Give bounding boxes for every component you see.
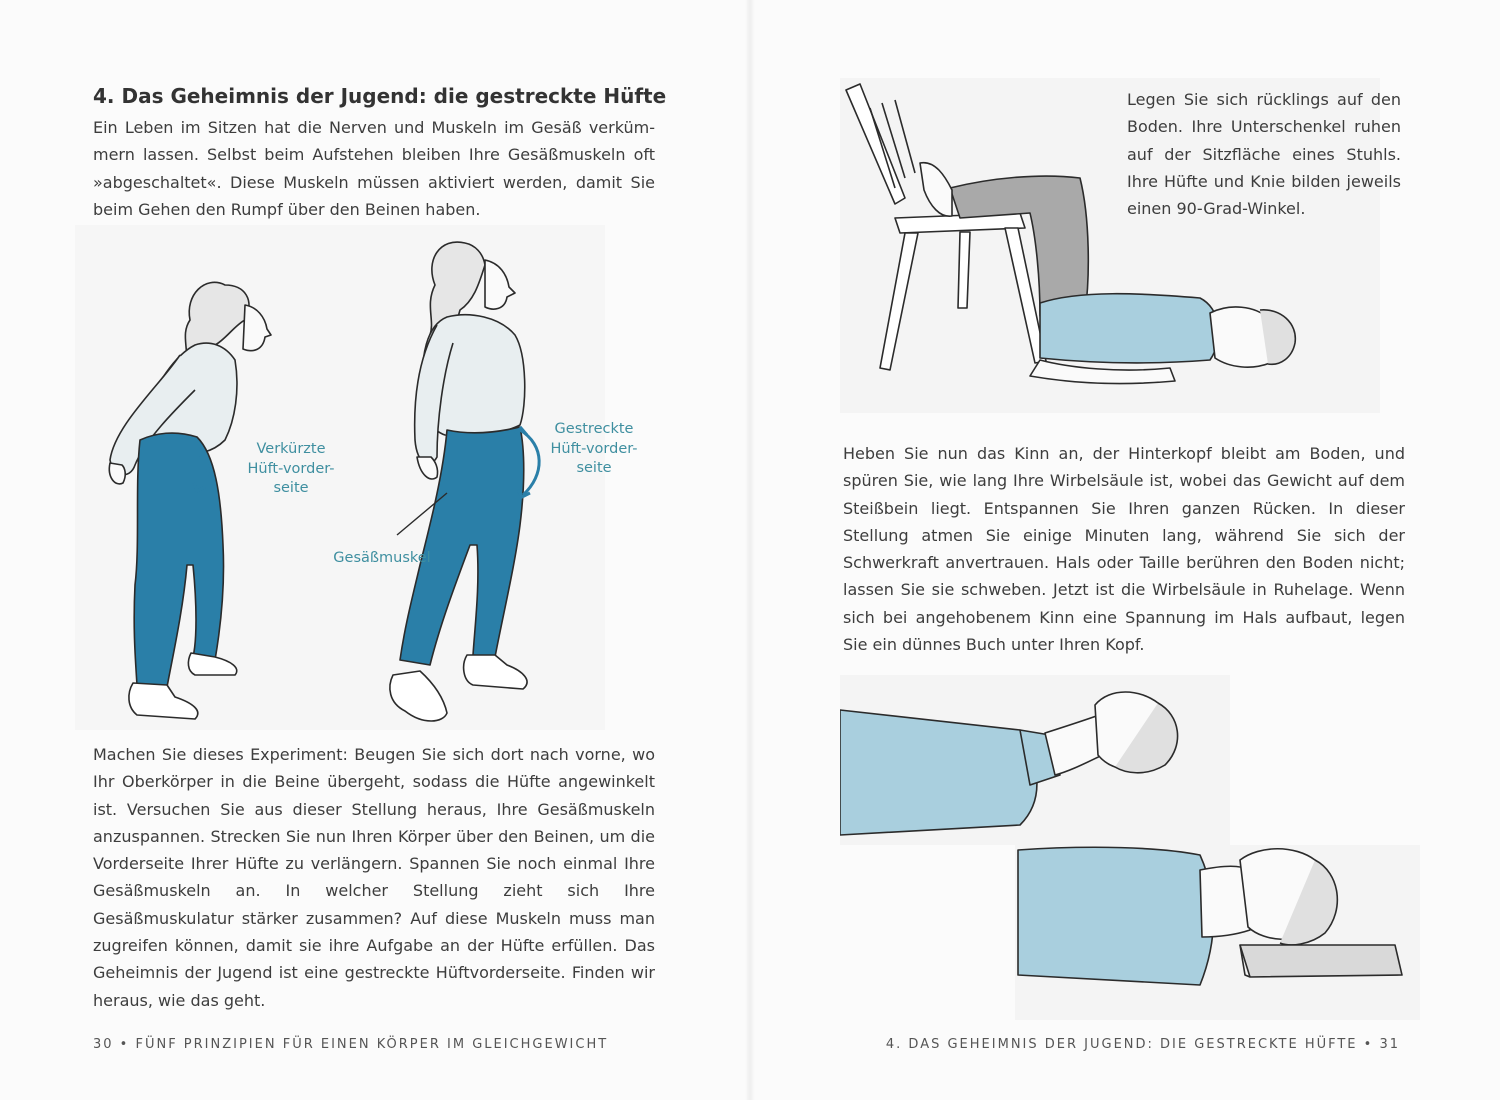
chair-instruction-paragraph: Legen Sie sich rücklings auf den Boden. Ihre Unterschenkel ruhen auf der Sitzfläche eines Stuhls. Ihre Hüfte und Knie bilden jeweils einen 90-Grad-Winkel.: [1127, 90, 1401, 219]
label-shortened-hip: Verkürzte Hüft-vorder-seite: [247, 441, 335, 496]
head-position-illustration: [840, 675, 1420, 1020]
label-stretched-hip: Gestreckte Hüft-vorder-seite: [550, 421, 638, 476]
intro-paragraph: Ein Leben im Sitzen hat die Nerven und Muskeln im Gesäß verkümmern lassen. Selbst beim Aufstehen bleiben Ihre Gesäßmuskeln oft »abgeschaltet«. Diese Muskeln müssen aktiviert werden, damit Sie beim Gehen den Rumpf über den Beinen haben.: [93, 118, 655, 219]
posture-comparison-illustration: [75, 225, 605, 730]
book-icon: [1240, 945, 1402, 977]
experiment-paragraph: Machen Sie dieses Experiment: Beugen Sie sich dort nach vorne, wo Ihr Oberkörper in die Beine übergeht, sodass die Hüfte angewinkelt ist. Versuchen Sie aus dieser Stellung heraus, Ihre Gesäßmuskeln anzuspannen. Strecken Sie nun Ihren Körper über den Beinen, um die Vorderseite Ihrer Hüfte zu verlängern. Spannen Sie noch einmal Ihre Gesäßmuskeln an. In welcher Stellung zieht sich Ihre Gesäßmuskulatur stärker zusammen? Auf diese Muskeln muss man zugreifen können, damit sie ihre Aufgabe an der Hüfte erfüllen. Das Geheimnis der Jugend ist eine gestreckte Hüftvorderseite. Finden wir heraus, wie das geht.: [93, 745, 655, 1010]
breathing-instruction-paragraph: Heben Sie nun das Kinn an, der Hinterkopf bleibt am Boden, und spüren Sie, wie lang Ihre Wirbelsäule ist, wobei das Gewicht auf dem Steißbein liegt. Entspannen Sie Ihren ganzen Rücken. In dieser Stellung atmen Sie einige Minuten lang, während Sie sich der Schwerkraft anvertrauen. Hals oder Taille berühren den Boden nicht; lassen Sie sie schweben. Jetzt ist die Wirbelsäule in Ruhelage. Wenn sich bei angehobenem Kinn eine Spannung im Hals aufbaut, legen Sie ein dünnes Buch unter Ihren Kopf.: [843, 444, 1405, 655]
footer-right: 4. DAS GEHEIMNIS DER JUGEND: DIE GESTRECKTE HÜFTE • 31: [885, 1037, 1400, 1052]
section-heading: 4. Das Geheimnis der Jugend: die gestreckte Hüfte: [93, 84, 667, 108]
footer-left: 30 • FÜNF PRINZIPIEN FÜR EINEN KÖRPER IM GLEICHGEWICHT: [93, 1037, 609, 1052]
right-page: [750, 0, 1500, 1100]
label-glute: Gesäßmuskel: [333, 550, 431, 566]
